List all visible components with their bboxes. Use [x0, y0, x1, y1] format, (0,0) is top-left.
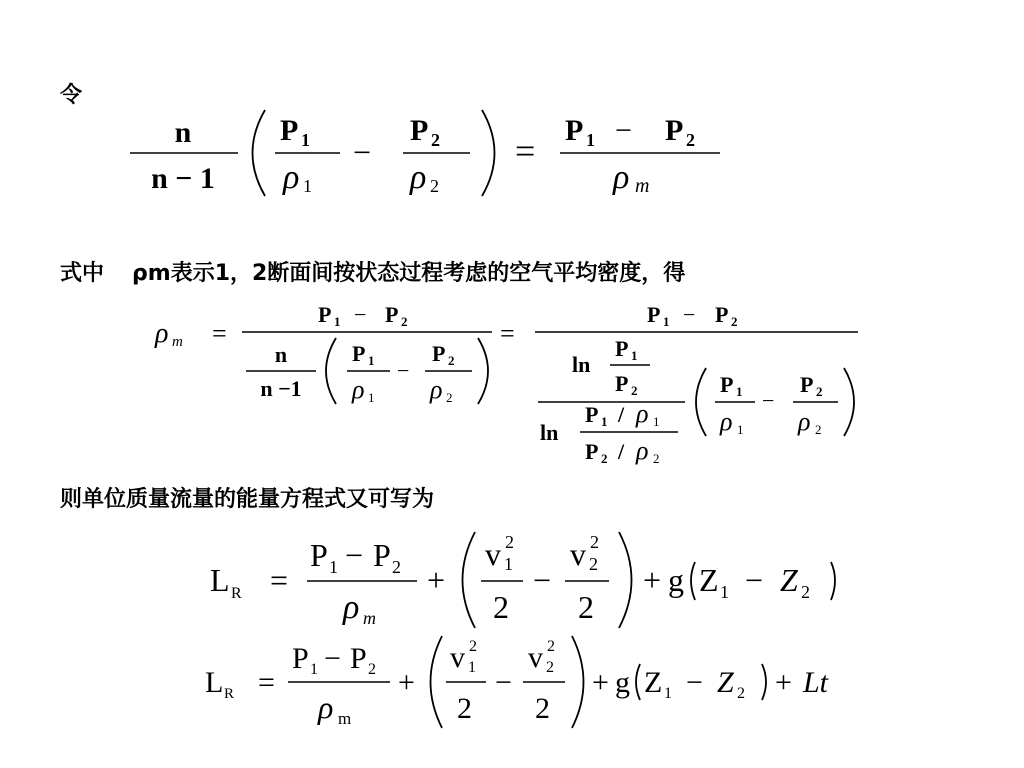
eq1-P1-sub: 1	[301, 130, 310, 150]
eq1-n: n	[174, 116, 192, 149]
eq3-two-1: 2	[493, 589, 509, 625]
eq2-rhs-lnP2: P	[615, 371, 629, 396]
eq2-mid-lparen	[326, 338, 336, 404]
eq3-g-rparen	[831, 562, 835, 600]
eq3-Z1: Z	[699, 562, 719, 598]
eq3-Z-minus: −	[745, 562, 764, 598]
eq3-equals: =	[270, 562, 289, 598]
eq2-rhs-ln2-rho1: ρ	[636, 399, 649, 428]
eq3-P2: P	[373, 537, 391, 573]
eq3-P2-sub: 2	[392, 557, 401, 577]
eq1-minus: −	[353, 134, 372, 170]
eq3-v2-sup: 2	[590, 532, 599, 552]
eq4-Z-minus: −	[686, 666, 703, 699]
label-ling: 令	[60, 83, 83, 108]
equation-2	[150, 292, 870, 472]
eq4-Lt: Lt	[803, 666, 829, 699]
eq2-rhs-minus: −	[683, 302, 696, 327]
eq4-plus-2: +	[592, 666, 609, 699]
eq4-rho-m: m	[338, 709, 352, 728]
eq2-rhs-ln2-P1: P	[585, 402, 599, 427]
eq4-v2-sub: 2	[546, 659, 554, 676]
eq2-rhs-in-rho1-sub: 1	[737, 422, 744, 437]
eq4-P2-sub: 2	[368, 661, 376, 678]
eq4-v1: v	[450, 641, 465, 674]
eq4-P1-sub: 1	[310, 661, 318, 678]
eq3-v2: v	[570, 536, 586, 572]
eq3-lparen	[463, 532, 476, 628]
eq3-L-sub: R	[231, 585, 242, 602]
eq4-rho: ρ	[318, 689, 334, 725]
eq2-rhs-ln2-P1-sub: 1	[601, 414, 608, 429]
eq2-mid-inner-rho1: ρ	[352, 375, 365, 404]
eq2-rhs-in-rho2: ρ	[798, 407, 811, 436]
equation-1	[125, 100, 745, 210]
eq3-g-lparen	[691, 562, 695, 600]
eq3-rparen	[619, 532, 632, 628]
eq4-plus-1: +	[398, 666, 415, 699]
eq2-rhs-in-minus: −	[762, 388, 775, 413]
eq1-rhs-P1: P	[565, 114, 584, 147]
eq2-mid-inner-P2-sub: 2	[448, 353, 455, 368]
eq3-plus-1: +	[427, 562, 446, 598]
eq4-L-sub: R	[224, 686, 235, 702]
eq3-P1-sub: 1	[329, 557, 338, 577]
eq1-rho1-sub: 1	[303, 176, 312, 196]
eq1-rho1: ρ	[283, 159, 300, 196]
eq1-P2: P	[410, 114, 429, 147]
eq2-mid-P2: P	[385, 302, 399, 327]
eq2-mid-inner-rho2: ρ	[430, 375, 443, 404]
eq4-inner-minus: −	[495, 666, 512, 699]
eq3-rho: ρ	[343, 589, 360, 626]
eq2-equals-1: =	[212, 319, 227, 348]
eq2-rhs-ln2-slash1: /	[618, 402, 625, 427]
eq2-mid-P2-sub: 2	[401, 314, 408, 329]
eq4-rparen	[572, 636, 584, 728]
eq2-mid-rparen	[478, 338, 488, 404]
equation-4	[200, 632, 860, 742]
eq3-two-2: 2	[578, 589, 594, 625]
eq4-plus-3: +	[775, 666, 792, 699]
shizhong-body: ρm表示1，2断面间按状态过程考虑的空气平均密度，得	[132, 261, 686, 286]
eq2-rhs-in-rho2-sub: 2	[815, 422, 822, 437]
eq2-mid-inner-minus: −	[397, 358, 410, 383]
eq3-v2-sub: 2	[589, 554, 598, 574]
eq2-mid-inner-P1-sub: 1	[368, 353, 375, 368]
eq2-mid-minus: −	[354, 302, 367, 327]
eq4-g-lparen	[636, 664, 640, 700]
eq1-P1: P	[280, 114, 299, 147]
eq3-Z2-sub: 2	[801, 582, 810, 602]
eq3-L: L	[210, 562, 230, 598]
eq4-P1: P	[292, 642, 309, 675]
eq4-Z2-sub: 2	[737, 685, 745, 702]
eq2-rhs-P1-sub: 1	[663, 314, 670, 329]
eq3-P1: P	[310, 537, 328, 573]
eq4-Z2: Z	[717, 666, 734, 699]
eq2-mid-inner-rho1-sub: 1	[368, 390, 375, 405]
eq2-rhs-ln2-rho2-sub: 2	[653, 451, 660, 466]
eq3-plus-2: +	[643, 562, 662, 598]
eq2-rhs-lnP1: P	[615, 336, 629, 361]
eq4-Z1-sub: 1	[664, 685, 672, 702]
eq4-Z1: Z	[644, 666, 663, 699]
eq2-rhs-in-P2: P	[800, 372, 814, 397]
eq4-v1-sub: 1	[468, 659, 476, 676]
eq2-equals-2: =	[500, 319, 515, 348]
eq4-g-rparen	[762, 664, 766, 700]
eq2-rho: ρ	[155, 318, 169, 349]
eq1-rho2-sub: 2	[430, 176, 439, 196]
eq2-rhs-ln2-P2: P	[585, 439, 599, 464]
eq4-equals: =	[258, 666, 275, 699]
eq2-rhs-P1: P	[647, 302, 661, 327]
eq2-rhs-in-rho1: ρ	[720, 407, 733, 436]
eq3-v1-sub: 1	[504, 554, 513, 574]
eq1-equals: =	[515, 131, 536, 171]
eq2-rhs-ln2: ln	[540, 420, 559, 445]
eq3-Z2: Z	[780, 562, 798, 598]
eq2-rhs-in-P1: P	[720, 372, 734, 397]
eq2-mid-P1: P	[318, 302, 332, 327]
eq2-rhs-ln2-rho1-sub: 1	[653, 414, 660, 429]
eq2-rhs-lnP1-sub: 1	[631, 348, 638, 363]
eq4-v1-sup: 2	[469, 638, 477, 655]
eq3-v1-sup: 2	[505, 532, 514, 552]
eq3-g: g	[668, 562, 684, 598]
eq2-rhs-ln2-slash2: /	[618, 439, 625, 464]
eq1-rhs-m: m	[635, 175, 650, 197]
shizhong-prefix: 式中	[60, 261, 105, 286]
eq2-rhs-ln2-rho2: ρ	[636, 436, 649, 465]
eq2-rhs-P2-sub: 2	[731, 314, 738, 329]
eq4-v2: v	[528, 641, 543, 674]
eq2-rhs-lparen	[696, 368, 706, 436]
eq2-mid-P1-sub: 1	[334, 314, 341, 329]
eq1-P2-sub: 2	[431, 130, 440, 150]
eq2-rhs-ln1: ln	[572, 352, 591, 377]
eq1-rho2: ρ	[410, 159, 427, 196]
eq3-num-minus: −	[345, 537, 364, 573]
eq2-mid-n: n	[274, 342, 288, 367]
eq1-left-paren	[253, 110, 266, 196]
eq4-P2: P	[350, 642, 367, 675]
label-then: 则单位质量流量的能量方程式又可写为	[60, 487, 435, 512]
eq4-two-1: 2	[457, 692, 472, 725]
eq2-mid-inner-P1: P	[352, 341, 366, 366]
eq3-v1: v	[485, 536, 501, 572]
eq4-two-2: 2	[535, 692, 550, 725]
eq4-v2-sup: 2	[547, 638, 555, 655]
eq1-n-minus-1: n − 1	[151, 162, 215, 195]
eq1-right-paren	[482, 110, 495, 196]
equation-3	[205, 528, 865, 638]
eq4-lparen	[431, 636, 443, 728]
eq2-mid-nminus: n −1	[260, 376, 302, 401]
eq3-Z1-sub: 1	[720, 582, 729, 602]
eq2-rhs-P2: P	[715, 302, 729, 327]
eq2-mid-inner-P2: P	[432, 341, 446, 366]
eq2-rhs-rparen	[844, 368, 854, 436]
eq1-rhs-P1-sub: 1	[586, 130, 595, 150]
eq1-rhs-rho: ρ	[613, 159, 630, 196]
eq2-rhs-lnP2-sub: 2	[631, 383, 638, 398]
eq1-rhs-P2: P	[665, 114, 684, 147]
eq2-rho-m: m	[172, 334, 183, 350]
label-shizhong	[60, 256, 685, 287]
eq2-mid-inner-rho2-sub: 2	[446, 390, 453, 405]
eq1-rhs-P2-sub: 2	[686, 130, 695, 150]
eq3-rho-m: m	[363, 608, 376, 628]
eq3-inner-minus: −	[533, 562, 552, 598]
eq4-num-minus: −	[324, 642, 341, 675]
eq4-g: g	[615, 666, 630, 699]
eq2-rhs-ln2-P2-sub: 2	[601, 451, 608, 466]
eq2-rhs-in-P2-sub: 2	[816, 384, 823, 399]
eq1-rhs-minus: −	[615, 114, 632, 147]
eq4-L: L	[205, 666, 224, 699]
eq2-rhs-in-P1-sub: 1	[736, 384, 743, 399]
